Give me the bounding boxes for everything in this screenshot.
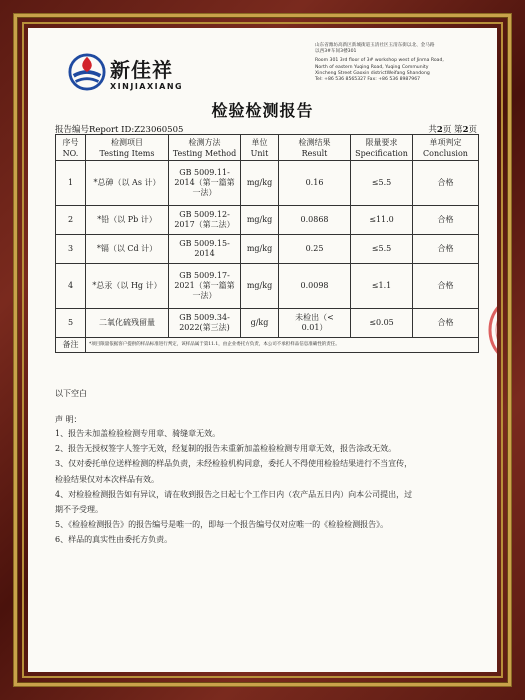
- report-page: [28, 28, 518, 672]
- cell-conclusion: 合格: [413, 161, 479, 206]
- table-header-row: [56, 135, 479, 161]
- note-label: 备注: [56, 338, 86, 353]
- blank-below-text: 以下空白: [55, 389, 87, 398]
- cell-no: 5: [56, 309, 86, 338]
- cell-item: *总砷（以 As 计）: [86, 161, 169, 206]
- declaration-item: 期不予受理。: [55, 505, 103, 515]
- cell-method: GB 5009.34- 2022(第三法): [169, 309, 241, 338]
- declaration-item: 3、仅对委托单位送样检测的样品负责，未经检验机构同意，委托人不得使用检验结果进行不当宣传，: [55, 459, 413, 469]
- cell-no: 4: [56, 264, 86, 309]
- declaration-title: 声 明：: [55, 415, 82, 424]
- pages-total-suffix: 页: [442, 125, 452, 135]
- cell-item: *铅（以 Pb 计）: [86, 206, 169, 235]
- cell-unit: mg/kg: [241, 235, 279, 264]
- cell-spec: ≤0.05: [351, 309, 413, 338]
- cell-spec: ≤1.1: [351, 264, 413, 309]
- cell-spec: ≤5.5: [351, 235, 413, 264]
- header-conclusion: 单项判定 Conclusion: [413, 135, 479, 161]
- cell-item: 二氧化硫残留量: [86, 309, 169, 338]
- results-table: [55, 134, 479, 353]
- declaration-item: 4、对检验检测报告如有异议，请在收到报告之日起七个工作日内（农产品五日内）向本公司提出，过: [55, 489, 413, 499]
- note-row: [56, 338, 479, 353]
- address-line: 山东省潍坊高新区新城街道玉清社区玉清东街以北、金马路: [315, 43, 435, 48]
- report-number-value: Z23060505: [134, 125, 184, 135]
- report-title: 检验检测报告: [211, 101, 314, 120]
- company-name-cn: 新佳祥: [110, 58, 173, 82]
- address-line: North of eastern Yuqing Road, Yuqing Community: [315, 64, 429, 70]
- pages-total-prefix: 共: [428, 125, 437, 135]
- header-unit: 单位 Unit: [241, 135, 279, 161]
- cell-unit: mg/kg: [241, 206, 279, 235]
- cell-spec: ≤11.0: [351, 206, 413, 235]
- header-no: 序号 NO.: [56, 135, 86, 161]
- cell-method: GB 5009.15- 2014: [169, 235, 241, 264]
- table-row: [56, 206, 479, 235]
- address-line: 以西3#车间3楼301: [315, 49, 357, 55]
- table-row: [56, 161, 479, 206]
- cell-result: 未检出（< 0.01）: [279, 309, 351, 338]
- cell-conclusion: 合格: [413, 264, 479, 309]
- cell-no: 3: [56, 235, 86, 264]
- table-row: [56, 264, 479, 309]
- declaration-item: 6、样品的真实性由委托方负责。: [55, 535, 173, 545]
- cell-unit: mg/kg: [241, 264, 279, 309]
- pages-current-prefix: 第: [454, 125, 463, 135]
- cell-method: GB 5009.12- 2017（第二法）: [169, 206, 241, 235]
- cell-conclusion: 合格: [413, 235, 479, 264]
- address-line: Tel: +86 536 8565327 Fax: +86 536 8987967: [315, 77, 421, 83]
- cell-spec: ≤5.5: [351, 161, 413, 206]
- company-logo-icon: [68, 53, 106, 91]
- address-line: Room 301 3rd floor of 3# workshop west of Jinma Road,: [315, 58, 444, 64]
- pages-current-suffix: 页: [468, 125, 477, 135]
- address-line: Xincheng Street Gaoxin districtWeifang Shandong: [315, 70, 430, 76]
- cell-no: 1: [56, 161, 86, 206]
- header-result: 检测结果 Result: [279, 135, 351, 161]
- declaration-item: 2、报告无授权签字人签字无效，经复制的报告未重新加盖检验检测专用章无效，报告涂改无效。: [55, 444, 397, 454]
- header-testing-method: 检测方法 Testing Method: [169, 135, 241, 161]
- cell-conclusion: 合格: [413, 206, 479, 235]
- red-seal-stamp-icon: 检 验 章: [478, 290, 497, 384]
- declaration-item: 检验结果仅对本次样品有效。: [55, 474, 159, 484]
- header-specification: 限量要求 Specification: [351, 135, 413, 161]
- company-address: [315, 43, 495, 83]
- cell-unit: g/kg: [241, 309, 279, 338]
- cell-item: *镉（以 Cd 计）: [86, 235, 169, 264]
- table-row: [56, 235, 479, 264]
- pages-total: 2: [436, 125, 443, 135]
- cell-result: 0.0098: [279, 264, 351, 309]
- cell-result: 0.16: [279, 161, 351, 206]
- report-number-label: 报告编号Report ID:: [55, 125, 135, 135]
- cell-item: *总汞（以 Hg 计）: [86, 264, 169, 309]
- cell-conclusion: 合格: [413, 309, 479, 338]
- declaration-list: [55, 426, 485, 548]
- cell-method: GB 5009.11- 2014（第一篇第 一法）: [169, 161, 241, 206]
- company-name-en: XINJIAXIANG: [110, 82, 184, 91]
- pages-current: 2: [462, 125, 469, 135]
- note-text: *项目限量依据客户提供的样品标准进行判定，该样品属于第11.1，由企业委托方负责，本公司不承担样品信息准确性的责任。: [86, 338, 479, 353]
- declaration-item: 1、报告未加盖检验检测专用章、骑缝章无效。: [55, 429, 221, 438]
- cell-result: 0.25: [279, 235, 351, 264]
- cell-no: 2: [56, 206, 86, 235]
- header-testing-items: 检测项目 Testing Items: [86, 135, 169, 161]
- declaration-item: 5、《检验检测报告》的报告编号是唯一的，即每一个报告编号仅对应唯一的《检验检测报告》。: [55, 520, 389, 530]
- cell-unit: mg/kg: [241, 161, 279, 206]
- cell-method: GB 5009.17- 2021（第一篇第 一法）: [169, 264, 241, 309]
- table-row: [56, 309, 479, 338]
- cell-result: 0.0868: [279, 206, 351, 235]
